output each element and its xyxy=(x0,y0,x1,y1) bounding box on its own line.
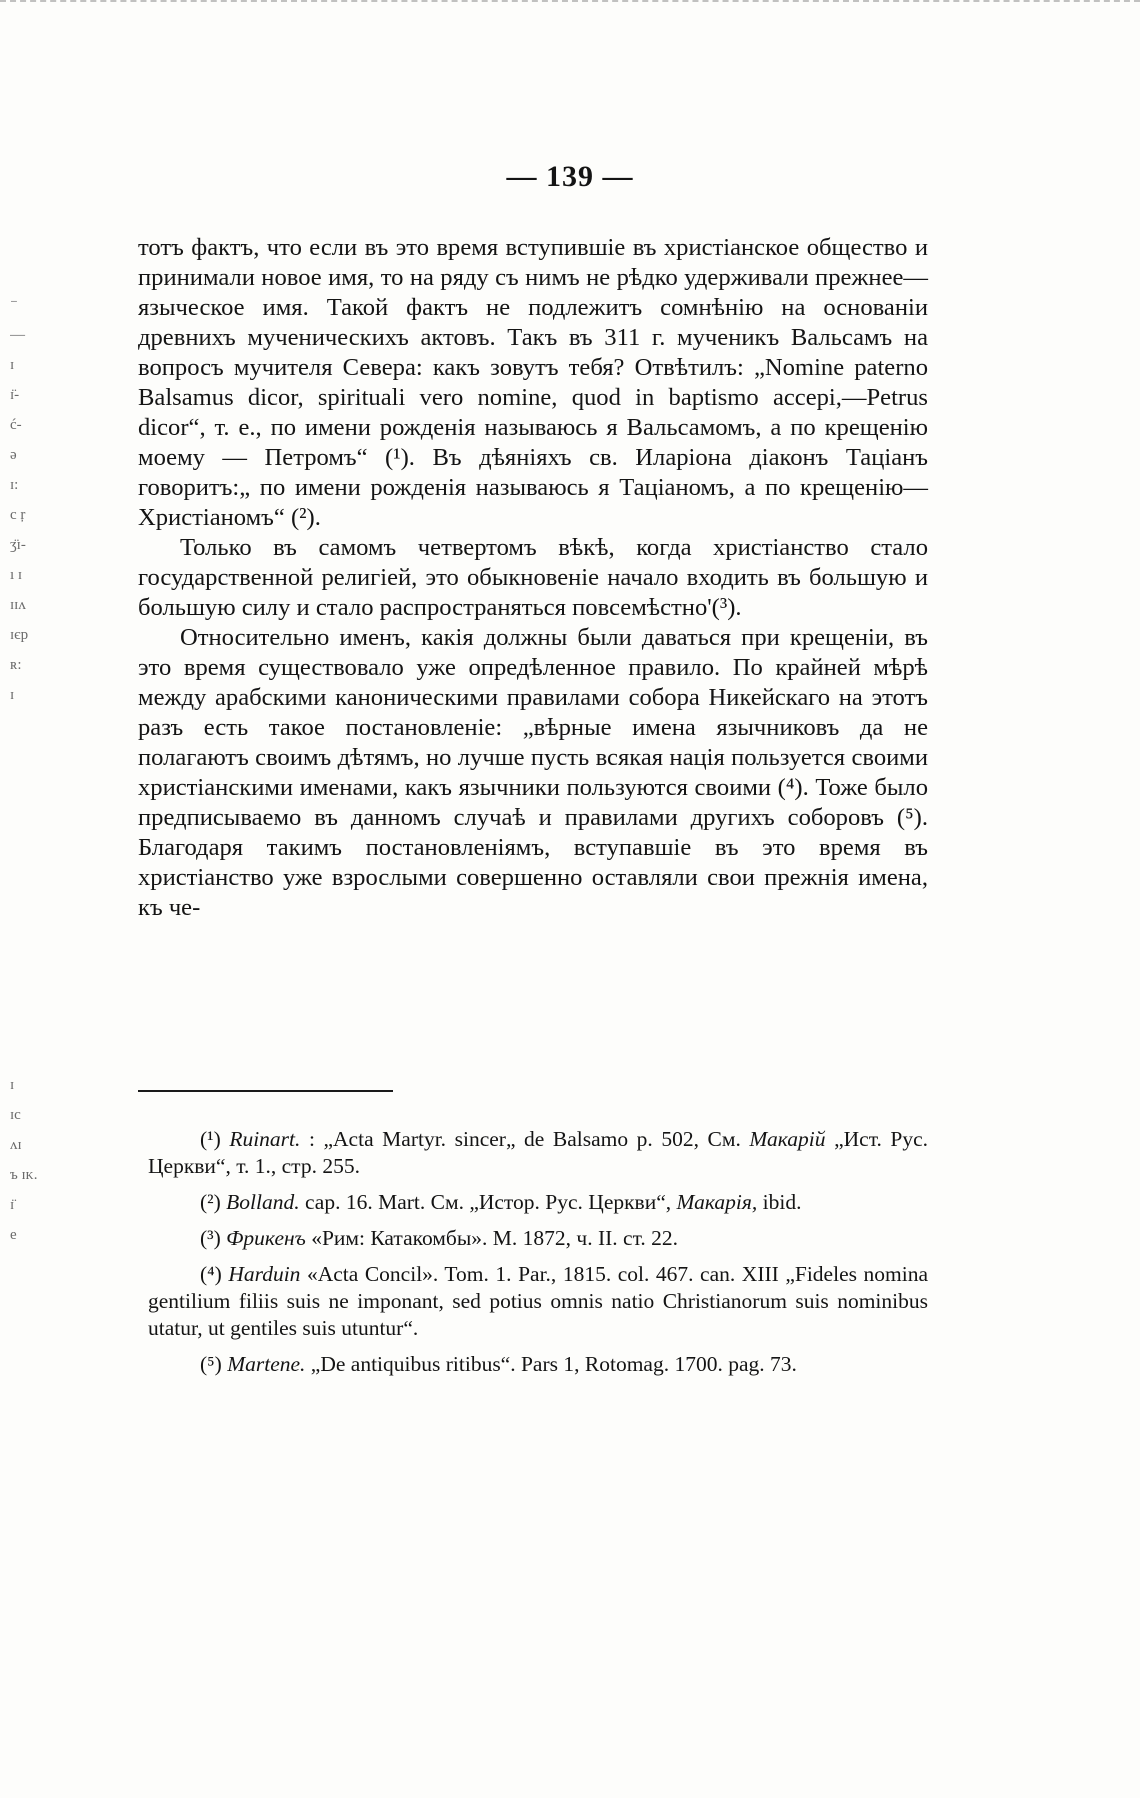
margin-mark: ɪ̈ xyxy=(10,1197,15,1213)
margin-mark: ǝ xyxy=(10,447,17,463)
margin-mark: ɪ xyxy=(10,687,15,703)
page-number: — 139 — xyxy=(506,160,634,193)
footnote-text: : „Acta Martyr. sincer„ de Balsamo p. 502, Cм. xyxy=(308,1127,741,1151)
footnote-divider xyxy=(138,1090,393,1092)
margin-mark: — xyxy=(10,327,25,343)
margin-mark: ć‐ xyxy=(10,417,22,433)
margin-mark: ъ ɪᴋ. xyxy=(10,1167,38,1183)
paragraph: Относительно именъ, какія должны были даваться при крещеніи, въ это время существовало уже опредѣленное правило. По крайней мѣрѣ между арабскими каноническими правилами собора Никейскаго на этотъ разъ есть такое постановленіе: „вѣрные имена язычниковъ да не полагаютъ своимъ дѣтямъ, но лучше пусть всякая нація пользуется своими христіанскими именами, какъ язычники пользуются своими (⁴). Тоже было предписываемо въ данномъ случаѣ и правилами другихъ соборовъ (⁵). Благодаря такимъ постановленіямъ, вступавшіе въ это время въ христіанство уже взрослыми совершенно оставляли свои прежнія имена, къ че- xyxy=(138,624,928,921)
footnote-source: Ruinart. xyxy=(229,1127,301,1151)
footnote xyxy=(148,1225,928,1252)
left-margin-bleedthrough xyxy=(10,290,80,1250)
footnote xyxy=(148,1351,928,1378)
top-edge-artifact xyxy=(0,0,1140,8)
footnote-mark: (³) xyxy=(200,1226,221,1250)
footnote xyxy=(148,1261,928,1342)
footnote-mark: (²) xyxy=(200,1190,221,1214)
footnote-text-2: „Ист. Рус. Церкви“, т. 1., стр. 255. xyxy=(148,1127,929,1178)
footnote-text-2: ibid. xyxy=(762,1190,802,1214)
margin-mark: ɪ̈‐ xyxy=(10,387,20,403)
footnote-source: Фрикенъ xyxy=(226,1226,306,1250)
footnote-source-2: Макарій xyxy=(749,1127,826,1151)
margin-mark: ⁻ xyxy=(10,297,18,313)
margin-mark: ɪ: xyxy=(10,477,19,493)
footnotes xyxy=(148,1126,928,1387)
footnote-mark: (⁴) xyxy=(200,1262,222,1286)
footnote-text: «Acta Concil». Tom. 1. Par., 1815. col. 467. can. XIII „Fideles nomina gentilium filiis suis ne imponant, sed potius omnis natio Christianorum suis nominibus utatur, ut gentiles suis utuntur“. xyxy=(148,1262,928,1340)
margin-mark: ı ɪ xyxy=(10,567,23,583)
footnote-source: Harduin xyxy=(228,1262,301,1286)
margin-mark: ɪɪʌ xyxy=(10,597,26,613)
margin-mark: ʒ̈ɪ- xyxy=(10,537,26,553)
paragraph: тотъ фактъ, что если въ это время вступившіе въ христіанское общество и принимали новое имя, то на ряду съ нимъ не рѣдко удерживали прежнее—языческое имя. Такой фактъ не подлежитъ сомнѣнію на основаніи древнихъ мученическихъ актовъ. Такъ въ 311 г. мученикъ Вальсамъ на вопросъ мучителя Севера: какъ зовутъ тебя? Отвѣтилъ: „Nomine paterno Balsamus dicor, spirituali vero nomine, quod in baptismo accepi,—Petrus dicor“, т. е., по имени рожденія называюсь я Вальсамомъ, а по крещенію моему — Петромъ“ (¹). Въ дѣяніяхъ св. Иларіона діаконъ Таціанъ говоритъ:„ по имени рожденія называюсь я Таціаномъ, а по крещенію—Христіаномъ“ (²). xyxy=(138,234,928,531)
footnote-text: сар. 16. Mart. См. „Истор. Рус. Церкви“, xyxy=(304,1190,672,1214)
footnote-source: Martene. xyxy=(227,1352,306,1376)
margin-mark: ɪc xyxy=(10,1107,21,1123)
footnote-source: Bolland. xyxy=(226,1190,300,1214)
margin-mark: c ŗ xyxy=(10,507,26,523)
margin-mark: ɪєp xyxy=(10,627,29,643)
footnote-text: „De antiquibus ritibus“. Pars 1, Rotomag. 1700. pag. 73. xyxy=(310,1352,797,1376)
margin-mark: ɪ xyxy=(10,357,15,373)
footnote-text: «Рим: Катакомбы». М. 1872, ч. II. ст. 22. xyxy=(311,1226,678,1250)
paragraph: Только въ самомъ четвертомъ вѣкѣ, когда христіанство стало государственной религіей, это обыкновеніе начало входить въ большую и большую силу и стало распространяться повсемѣстно'(³). xyxy=(138,534,928,621)
footnote-mark: (⁵) xyxy=(200,1352,222,1376)
footnote-mark: (¹) xyxy=(200,1127,221,1151)
margin-mark: ʌɪ xyxy=(10,1137,22,1153)
footnote xyxy=(148,1189,928,1216)
margin-mark: ɪ xyxy=(10,1077,15,1093)
margin-mark: e xyxy=(10,1227,17,1243)
main-text xyxy=(138,233,928,923)
footnote xyxy=(148,1126,928,1180)
footnote-source-2: Макарія, xyxy=(676,1190,758,1214)
margin-mark: ʀ: xyxy=(10,657,22,673)
